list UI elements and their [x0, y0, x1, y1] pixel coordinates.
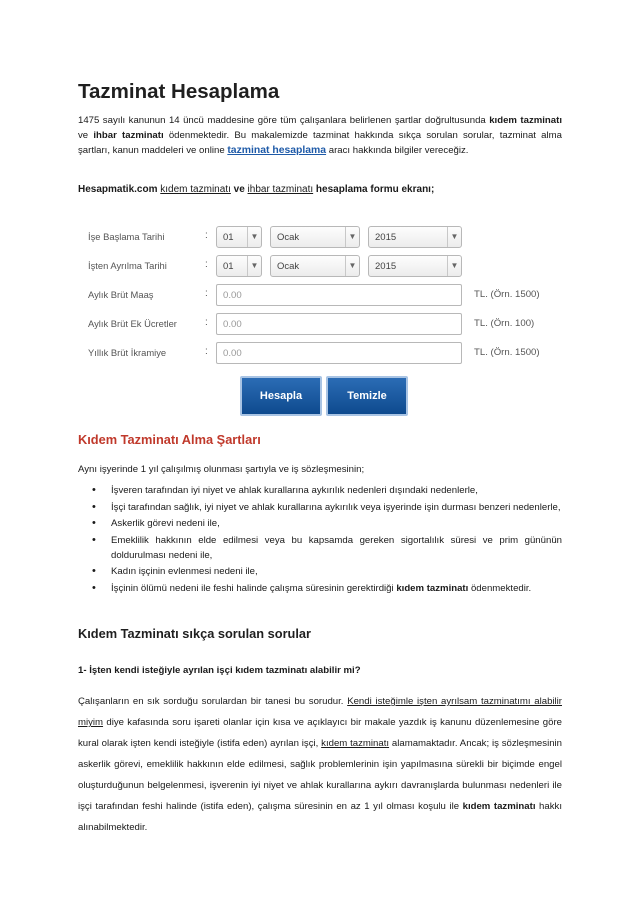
calculate-button[interactable]: Hesapla: [240, 376, 322, 416]
end-year-select[interactable]: [368, 255, 462, 277]
list-item: • Askerlik görevi nedeni ile,: [78, 516, 562, 531]
clear-button[interactable]: Temizle: [326, 376, 408, 416]
extra-pay-hint: TL. (Örn. 100): [474, 318, 535, 329]
caption-text-2: ve: [230, 184, 248, 195]
list-item: • İşçi tarafından sağlık, iyi niyet ve ahlak kurallarına aykırılık veya işyerinde işin durması benzeri nedenlerle,: [78, 500, 562, 515]
list-item: • Kadın işçinin evlenmesi nedeni ile,: [78, 564, 562, 579]
start-day-value: 01: [223, 232, 234, 243]
answer-text-1: Çalışanların en sık sorduğu sorulardan bir tanesi bu sorudur.: [78, 696, 348, 707]
start-month-select[interactable]: [270, 226, 360, 248]
list-item: [78, 581, 562, 596]
yearly-bonus-row: [78, 342, 562, 366]
end-year-value: 2015: [375, 261, 397, 272]
caption-text-1: Hesapmatik.com: [78, 184, 161, 195]
start-year-value: 2015: [375, 232, 397, 243]
intro-text-1: 1475 sayılı kanunun 14 üncü maddesine göre tüm çalışanlara belirlenen şartlar doğrultusunda: [78, 115, 490, 126]
monthly-salary-input[interactable]: 0.00: [216, 284, 462, 306]
chevron-down-icon: ▼: [345, 256, 359, 276]
tazminat-hesaplama-link[interactable]: tazminat hesaplama: [227, 145, 327, 156]
ihbar-link[interactable]: ihbar tazminatı: [247, 184, 314, 195]
answer-bold: kıdem tazminatı: [462, 801, 536, 812]
end-date-label: İşten Ayrılma Tarihi: [88, 260, 167, 271]
start-date-label: İşe Başlama Tarihi: [88, 231, 165, 242]
colon: :: [205, 288, 208, 299]
answer-link-1[interactable]: Kendi isteğimle işten ayrılsam tazminatımı alabilir miyim: [78, 696, 562, 728]
colon: :: [205, 230, 208, 241]
chevron-down-icon: ▼: [447, 227, 461, 247]
intro-text-2: ve: [78, 130, 94, 141]
answer-text-3: alamamaktadır. Ancak; iş sözleşmesinin askerlik görevi, emeklilik hakkının elde edilmesi, sağlık problemlerinin işin yapılmasına sürekli bir biçimde engel oluşturduğunun belgelenmesi, işverenin iyi niyet ve ahlak kurallarına aykırı davranışlarda bulunması nedenleri ile işçi tarafından feshi halinde (istifa eden), çalışma süresinin en az 1 yıl olması koşulu ile: [78, 738, 563, 812]
yearly-bonus-input[interactable]: 0.00: [216, 342, 462, 364]
answer-text-4: hakkı alınabilmektedir.: [78, 801, 562, 833]
extra-pay-row: [78, 313, 562, 337]
start-month-value: Ocak: [277, 232, 300, 243]
faq-question: 1- İşten kendi isteğiyle ayrılan işçi kıdem tazminatı alabilir mi?: [78, 665, 361, 676]
conditions-list: [78, 483, 562, 597]
yearly-bonus-hint: TL. (Örn. 1500): [474, 347, 540, 358]
yearly-bonus-label: Yıllık Brüt İkramiye: [88, 347, 167, 358]
last-bullet-text: İşçinin ölümü nedeni ile feshi halinde çalışma süresinin gerektirdiği: [111, 582, 397, 594]
last-bullet-bold: kıdem tazminatı: [396, 582, 469, 594]
page-title: Tazminat Hesaplama: [78, 80, 280, 103]
monthly-salary-label: Aylık Brüt Maaş: [88, 289, 154, 300]
intro-text-3: ödenmektedir. Bu makalemizde tazminat hakkında sıkça sorulan sorular, tazminat alma şartları, kanun maddeleri ve online: [78, 130, 562, 156]
chevron-down-icon: ▼: [345, 227, 359, 247]
end-month-select[interactable]: [270, 255, 360, 277]
start-day-select[interactable]: [216, 226, 262, 248]
colon: :: [205, 259, 208, 270]
list-item: • Emeklilik hakkının elde edilmesi veya bu kapsamda gereken sigortalılık süresi ve prim gününün doldurulması nedeni ile,: [78, 533, 562, 563]
section1-lead: Aynı işyerinde 1 yıl çalışılmış olunması şartıyla ve iş sözleşmesinin;: [78, 464, 365, 475]
extra-pay-input[interactable]: 0.00: [216, 313, 462, 335]
chevron-down-icon: ▼: [447, 256, 461, 276]
colon: :: [205, 346, 208, 357]
last-bullet-end: ödenmektedir.: [468, 582, 532, 594]
kidem-link[interactable]: kıdem tazminatı: [160, 184, 231, 195]
section1-title: Kıdem Tazminatı Alma Şartları: [78, 432, 261, 447]
answer-text-2: diye kafasında soru işareti olanlar için kısa ve açıklayıcı bir makale yazdık iş kanunu düzenlemesine göre kural olarak işten kendi isteğiyle (istifa eden) ayrılan işçi,: [78, 717, 562, 749]
caption-text-3: hesaplama formu ekranı;: [313, 184, 435, 195]
start-date-row: [78, 226, 562, 250]
intro-bold-2: ihbar tazminatı: [93, 130, 164, 141]
end-date-row: [78, 255, 562, 279]
intro-paragraph: [78, 113, 562, 158]
chevron-down-icon: ▼: [247, 256, 261, 276]
extra-pay-label: Aylık Brüt Ek Ücretler: [88, 318, 177, 329]
end-month-value: Ocak: [277, 261, 300, 272]
form-caption: [78, 184, 434, 195]
calculator-form-screenshot: [78, 214, 562, 424]
answer-link-2[interactable]: kıdem tazminatı: [321, 738, 390, 749]
intro-text-4: aracı hakkında bilgiler vereceğiz.: [326, 145, 469, 156]
intro-bold-1: kıdem tazminatı: [489, 115, 562, 126]
start-year-select[interactable]: [368, 226, 462, 248]
chevron-down-icon: ▼: [247, 227, 261, 247]
end-day-value: 01: [223, 261, 234, 272]
colon: :: [205, 317, 208, 328]
faq-answer: [78, 691, 562, 838]
list-item: • İşveren tarafından iyi niyet ve ahlak kurallarına aykırılık nedenleri dışındaki nedenlerle,: [78, 483, 562, 498]
monthly-salary-row: [78, 284, 562, 308]
section2-title: Kıdem Tazminatı sıkça sorulan sorular: [78, 626, 312, 641]
monthly-salary-hint: TL. (Örn. 1500): [474, 289, 540, 300]
end-day-select[interactable]: [216, 255, 262, 277]
